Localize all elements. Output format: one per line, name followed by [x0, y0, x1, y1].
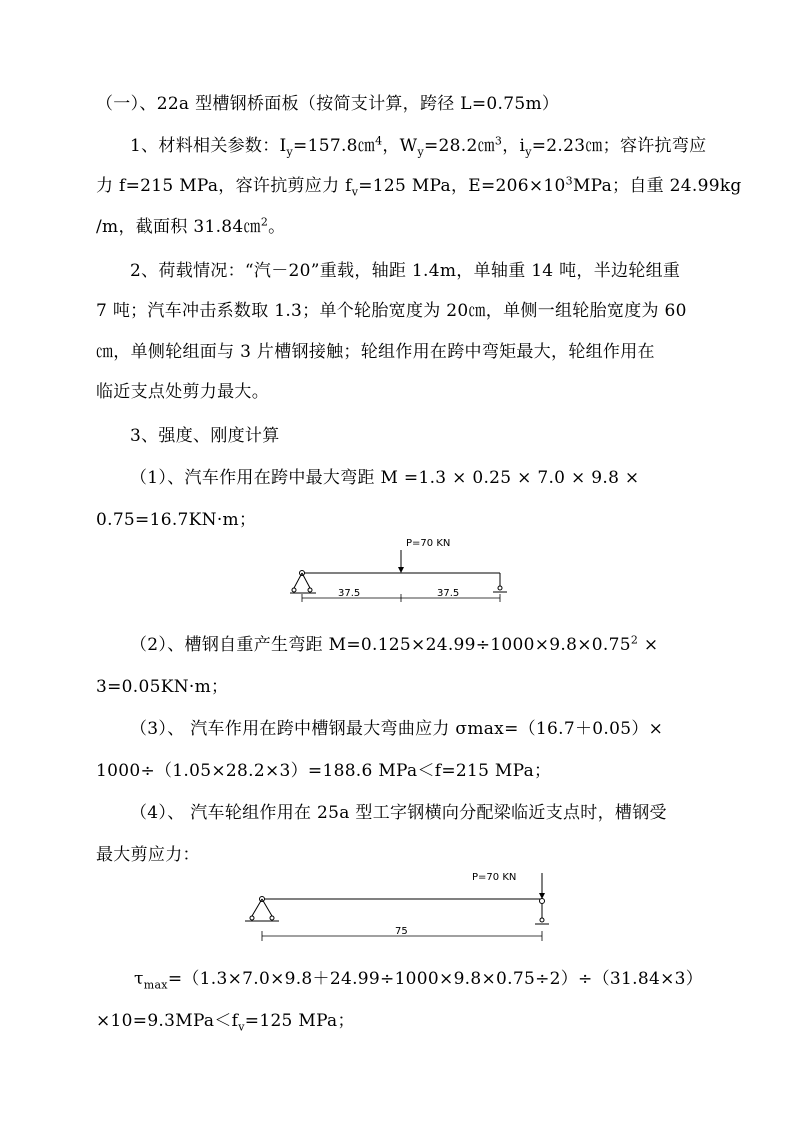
beam-diagram-midspan: [290, 536, 510, 606]
calc-5-line-2: $\times 10=9.3MPa<f_v=125$ MPa；: [96, 1011, 355, 1034]
calc-4-line-2: 最大剪应力：: [96, 845, 200, 865]
calc-3-line-1: （3）、 汽车作用在跨中槽钢最大弯曲应力 σmax=（16.7＋0.05）×: [130, 719, 664, 739]
calc-4-line-1: （4）、 汽车轮组作用在 25a 型工字钢横向分配梁临近支点时，槽钢受: [130, 803, 667, 823]
calc-3-line-2: 1000÷（1.05×28.2×3）=188.6 MPa＜f=215 MPa；: [96, 761, 552, 781]
diagram2-load-label: P=70 KN: [472, 872, 517, 883]
diagram2-span: 75: [395, 926, 408, 937]
calc-title: 3、强度、刚度计算: [130, 426, 280, 446]
calc-2-line-1: （2）、槽钢自重产生弯距 $M=0.125\times 24.99\div 1000\times 9.8\times 0.75^2$ ×: [130, 633, 659, 655]
load-line-4: 临近支点处剪力最大。: [96, 382, 269, 402]
calc-1-line-2: 0.75=16.7KN·m；: [96, 510, 257, 530]
section-heading: （一）、22a 型槽钢桥面板（按简支计算，跨径 L=0.75m）: [96, 94, 560, 114]
material-params-line-1: 1、材料相关参数：$I_y=157.8㎝^4$，$W_y=28.2㎝^3$，$i_y=2.23㎝$；容许抗弯应: [130, 134, 707, 159]
load-line-1: 2、荷载情况：“汽－20”重载，轴距 1.4m，单轴重 14 吨，半边轮组重: [130, 261, 681, 281]
calc-5-line-1: $\tau_{max}=(1.3\times 7.0\times 9.8+24.99\div 1000\times 9.8\times 0.75\div 2)\div(31.84\times 3)$: [134, 969, 704, 992]
beam-diagram-support: [240, 868, 560, 943]
diagram1-left-span: 37.5: [338, 588, 361, 599]
diagram1-load-label: P=70 KN: [406, 538, 451, 549]
calc-2-line-2: 3=0.05KN·m；: [96, 677, 229, 697]
diagram1-right-span: 37.5: [437, 588, 460, 599]
material-params-line-3: /m，截面积 31.84㎝$^2$。: [96, 215, 286, 237]
material-params-line-2: 力 f=215 MPa，容许抗剪应力 $f_v=125$ MPa，$E=206\times 10^3MPa$；自重 24.99kg: [96, 174, 742, 199]
load-line-2: 7 吨；汽车冲击系数取 1.3；单个轮胎宽度为 20㎝，单侧一组轮胎宽度为 60: [96, 301, 687, 321]
load-line-3: ㎝，单侧轮组面与 3 片槽钢接触；轮组作用在跨中弯矩最大，轮组作用在: [96, 342, 655, 362]
calc-1-line-1: （1）、汽车作用在跨中最大弯距 M =1.3 × 0.25 × 7.0 × 9.8 ×: [130, 468, 640, 488]
